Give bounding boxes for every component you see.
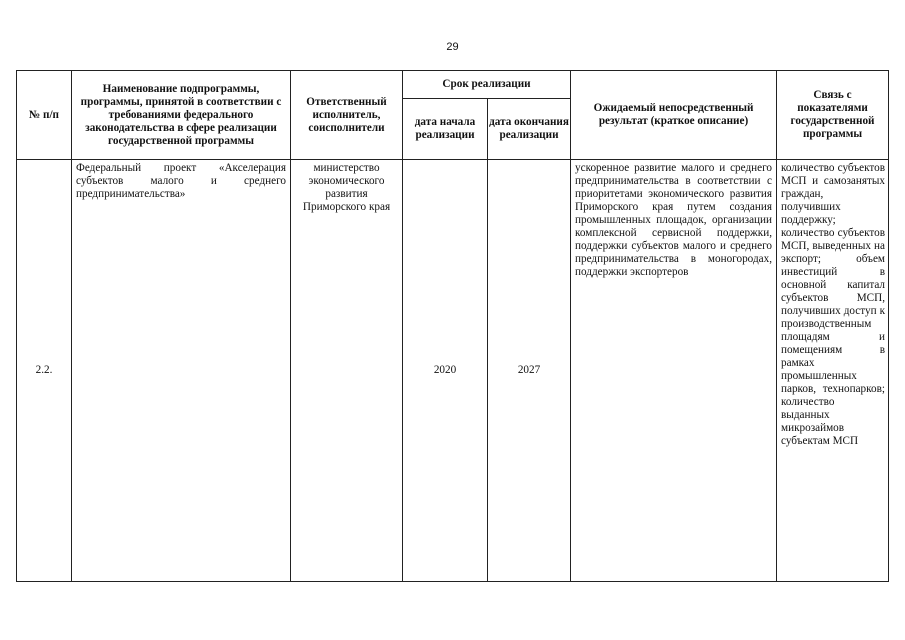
header-name: Наименование подпрограммы, программы, принятой в соответствии с требованиями федерального законодательства в сфере реализации государственной программы (72, 71, 291, 160)
table-row (17, 160, 889, 582)
row-result: ускоренное развитие малого и среднего предпринимательства в соответствии с приоритетами экономического развития Приморского края путем создания промышленных площадок, организации комплексной сервисной поддержки, поддержки субъектов малого и среднего предпринимательства в моногородах, поддержки экспортеров (571, 160, 777, 582)
header-period: Срок реализации (403, 71, 571, 99)
header-row-1 (17, 71, 889, 99)
header-number: № п/п (17, 71, 72, 160)
header-end: дата окончания реализации (488, 99, 571, 160)
row-name: Федеральный проект «Акселерация субъектов малого и среднего предпринимательства» (72, 160, 291, 582)
program-table (16, 70, 889, 582)
row-end: 2027 (488, 160, 571, 582)
row-start: 2020 (403, 160, 488, 582)
row-number: 2.2. (17, 160, 72, 582)
header-start: дата начала реализации (403, 99, 488, 160)
header-result: Ожидаемый непосредственный результат (краткое описание) (571, 71, 777, 160)
header-link: Связь с показателями государственной программы (777, 71, 889, 160)
row-link: количество субъектов МСП и самозанятых граждан, получивших поддержку; количество субъектов МСП, выведенных на экспорт; объем инвестиций в основной капитал субъектов МСП, получивших доступ к производственным площадям и помещениям в рамках промышленных парков, технопарков; количество выданных микрозаймов субъектам МСП (777, 160, 889, 582)
row-executor: министерство экономического развития Приморского края (291, 160, 403, 582)
header-executor: Ответственный исполнитель, соисполнители (291, 71, 403, 160)
page-number: 29 (446, 41, 459, 53)
